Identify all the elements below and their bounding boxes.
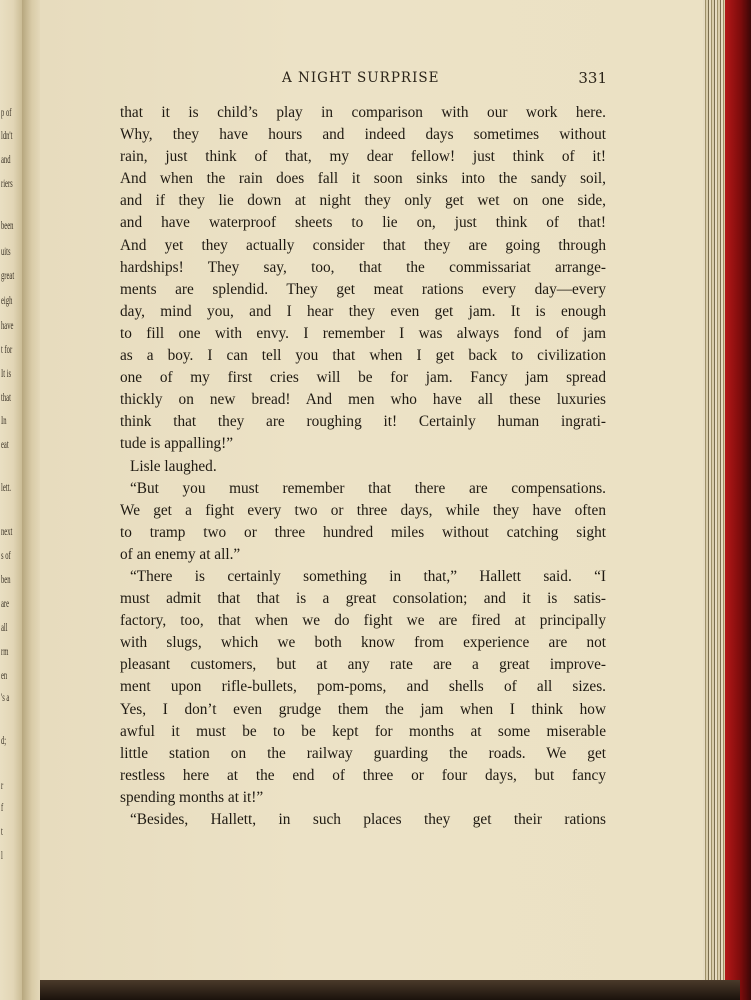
facing-page-edge — [0, 0, 23, 1000]
facing-page-fragment: uits — [1, 244, 11, 258]
text-line: restless here at the end of three or four days, but fancy — [120, 766, 606, 784]
page-edges — [703, 0, 751, 1000]
text-line: hardships! They say, too, that the commissariat arrange- — [120, 258, 606, 276]
running-title: A NIGHT SURPRISE — [282, 70, 440, 86]
text-line: with slugs, which we both know from experience are not — [120, 634, 606, 652]
facing-page-fragment: f — [1, 800, 4, 814]
facing-page-fragment: r — [1, 778, 4, 792]
facing-page-fragment: rm — [1, 644, 9, 658]
text-line: to fill one with envy. I remember I was always fond of jam — [120, 324, 606, 342]
text-line: pleasant customers, but at any rate are a great improve- — [120, 656, 606, 674]
text-line: “But you must remember that there are compensations. — [130, 479, 606, 497]
book-cover-edge — [725, 0, 751, 1000]
facing-page-fragment: next — [1, 524, 13, 538]
facing-page-fragment: and — [1, 152, 11, 166]
facing-page-fragment: lett. — [1, 480, 12, 494]
text-line: think that they are roughing it! Certainly human ingrati- — [120, 413, 606, 431]
text-line: And yet they actually consider that they are going through — [120, 236, 606, 254]
facing-page-fragment: t — [1, 824, 3, 838]
book-bottom-edge — [40, 980, 740, 1000]
text-line: We get a fight every two or three days, while they have often — [120, 501, 606, 519]
text-line: “Besides, Hallett, in such places they get their rations — [130, 811, 606, 828]
text-line: tude is appalling!” — [120, 435, 233, 453]
facing-page-fragment: In — [1, 413, 7, 427]
facing-page-fragment: been — [1, 218, 14, 232]
text-line: awful it must be to be kept for months at some miserable — [120, 722, 606, 740]
facing-page-fragment: all — [1, 620, 8, 634]
text-line: one of my first cries will be for jam. Fancy jam spread — [120, 369, 606, 387]
text-line: of an enemy at all.” — [120, 545, 241, 563]
text-line: Yes, I don’t even grudge them the jam when I think how — [120, 700, 606, 718]
facing-page-fragment: have — [1, 318, 14, 332]
facing-page-fragment: that — [1, 390, 11, 404]
page-number: 331 — [578, 69, 607, 87]
text-line: day, mind you, and I hear they even get jam. It is enough — [120, 302, 606, 320]
facing-page-fragment: riers — [1, 176, 13, 190]
facing-page-fragment: ldn't — [1, 128, 13, 142]
text-line: Why, they have hours and indeed days sometimes without — [120, 126, 606, 144]
text-line: and have waterproof sheets to lie on, just think of that! — [120, 214, 606, 232]
text-line: thickly on new bread! And men who have all these luxuries — [120, 391, 606, 409]
text-line: And when the rain does fall it soon sinks into the sandy soil, — [120, 170, 606, 188]
text-line: must admit that that is a great consolation; and it is satis- — [120, 590, 606, 608]
text-line: Lisle laughed. — [130, 457, 217, 475]
text-line: ment upon rifle-bullets, pom-poms, and shells of all sizes. — [120, 678, 606, 696]
text-line: and if they lie down at night they only get wet on one side, — [120, 192, 606, 210]
facing-page-fragment: are — [1, 596, 10, 610]
text-line: little station on the railway guarding the roads. We get — [120, 744, 606, 762]
facing-page-fragment: great — [1, 268, 15, 282]
facing-page-fragment: ben — [1, 572, 11, 586]
text-line: to tramp two or three hundred miles without catching sight — [120, 523, 606, 541]
text-line: spending months at it!” — [120, 788, 264, 806]
facing-page-fragment: t for — [1, 342, 13, 356]
text-line: as a boy. I can tell you that when I get back to civilization — [120, 347, 606, 365]
facing-page-fragment: d; — [1, 733, 7, 747]
running-header — [282, 70, 607, 90]
facing-page-fragment: eigh — [1, 293, 13, 307]
facing-page-fragment: eat — [1, 437, 9, 451]
text-line: rain, just think of that, my dear fellow! just think of it! — [120, 148, 606, 166]
text-line: ments are splendid. They get meat rations every day—every — [120, 280, 606, 298]
facing-page-fragment: s of — [1, 548, 11, 562]
book-gutter — [22, 0, 42, 1000]
facing-page-fragment: en — [1, 668, 8, 682]
text-line: “There is certainly something in that,” Hallett said. “I — [130, 567, 606, 585]
facing-page-fragment: p of — [1, 105, 12, 119]
facing-page-fragment: 's a — [1, 690, 10, 704]
body-text — [120, 102, 606, 831]
facing-page-fragment: It is — [1, 366, 12, 380]
text-line: factory, too, that when we do fight we are fired at principally — [120, 612, 606, 630]
text-line: that it is child’s play in comparison with our work here. — [120, 104, 606, 121]
facing-page-fragment: l — [1, 848, 3, 862]
